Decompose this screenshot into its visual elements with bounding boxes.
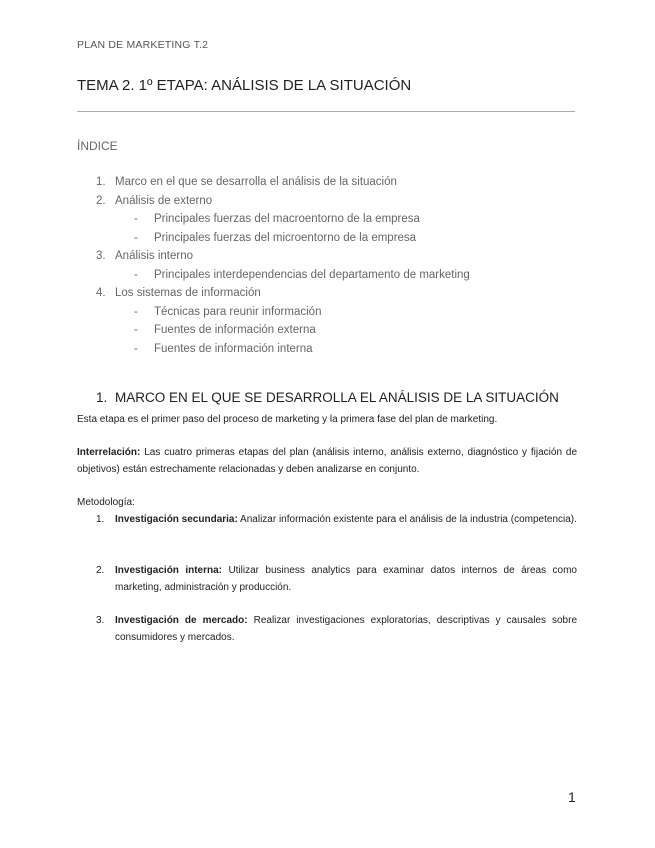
toc-subitem: - Principales fuerzas del macroentorno de la empresa — [77, 210, 577, 229]
toc-subitem: - Técnicas para reunir información — [77, 303, 577, 322]
index-heading: ÍNDICE — [77, 139, 118, 153]
methodology-item: 3. Investigación de mercado: Realizar investigaciones exploratorias, descriptivas y causales sobre consumidores y mercados. — [96, 615, 578, 643]
toc-item: 3. Análisis interno — [77, 247, 577, 266]
toc-subitem-text: Principales fuerzas del macroentorno de la empresa — [154, 213, 420, 225]
page-title: TEMA 2. 1º ETAPA: ANÁLISIS DE LA SITUACIÓN — [77, 77, 412, 94]
toc-subitem: - Fuentes de información interna — [77, 340, 577, 359]
table-of-contents — [77, 173, 577, 358]
toc-subitem: - Fuentes de información externa — [77, 321, 577, 340]
toc-subitem-text: Fuentes de información externa — [154, 324, 316, 336]
toc-item: 4. Los sistemas de información — [77, 284, 577, 303]
method-label: Investigación de mercado: — [115, 615, 248, 626]
method-label: Investigación secundaria: — [115, 514, 238, 525]
intro-paragraph: Esta etapa es el primer paso del proceso de marketing y la primera fase del plan de marketing. — [77, 414, 498, 425]
toc-subitem-text: Principales interdependencias del departamento de marketing — [154, 268, 470, 281]
toc-subitem: - Principales interdependencias del departamento de marketing — [77, 266, 577, 285]
toc-item-text: Análisis de externo — [115, 194, 213, 207]
toc-item-text: Marco en el que se desarrolla el análisis de la situación — [115, 176, 397, 188]
toc-subitem-text: Técnicas para reunir información — [154, 305, 322, 318]
methodology-label: Metodología: — [77, 497, 135, 508]
toc-subitem: - Principales fuerzas del microentorno de la empresa — [77, 229, 577, 248]
toc-item-text: Los sistemas de información — [115, 287, 261, 299]
section-heading-text: MARCO EN EL QUE SE DESARROLLA EL ANÁLISIS DE LA SITUACIÓN — [115, 390, 559, 405]
toc-subitem-text: Principales fuerzas del microentorno de la empresa — [154, 231, 417, 244]
title-divider — [77, 111, 575, 112]
methodology-item: 1. Investigación secundaria: Analizar información existente para el análisis de la industria (competencia). — [96, 514, 577, 525]
interrelation-paragraph: Interrelación: Las cuatro primeras etapas del plan (análisis interno, análisis externo, diagnóstico y fijación de objetivos) están estrechamente relacionadas y deben analizarse en conjunto. — [77, 447, 577, 475]
document-page: PLAN DE MARKETING T.2 TEMA 2. 1º ETAPA: ANÁLISIS DE LA SITUACIÓN ÍNDICE 1. Marco en el que se desarrolla el análisis de la situación 2. Análisis de externo - Principales fuerzas del macroentorno de la empresa - Principales fuerzas del microentorno de la empresa 3. Análisis interno - Principales interdependencias del departamento de marketing 4. Los sistemas de información - Técnicas para reunir información - Fuentes de información externa - Fuentes de información interna 1. MARCO EN EL QUE SE DESARROLLA EL ANÁLISIS DE LA SITUACIÓN Esta etapa es el primer paso del proceso de marketing y la primera fase del plan de marketing. Interrelación: Las cuatro primeras etapas del plan (análisis interno, análisis externo, diagnóstico y fijación de objetivos) están estrechamente relacionadas y deben analizarse en conjunto. Metodología: 1. Investigación secundaria: Analizar información existente para el análisis de la industria (competencia). 2. Investigación interna: Utilizar business analytics para examinar datos internos de áreas como marketing, administración y producción. 3. Investigación de mercado: Realizar investigaciones exploratorias, descriptivas y causales sobre consumidores y mercados. 1 — [77, 39, 578, 805]
running-header: PLAN DE MARKETING T.2 — [77, 39, 209, 51]
toc-item: 2. Análisis de externo — [77, 192, 577, 211]
toc-item: 1. Marco en el que se desarrolla el análisis de la situación — [77, 173, 577, 192]
interrelation-label: Interrelación: — [77, 447, 141, 458]
methodology-item: 2. Investigación interna: Utilizar business analytics para examinar datos internos de áreas como marketing, administración y producción. — [96, 565, 577, 593]
toc-subitem-text: Fuentes de información interna — [154, 342, 313, 355]
page-number: 1 — [568, 789, 576, 805]
method-label: Investigación interna: — [115, 565, 223, 576]
toc-item-text: Análisis interno — [115, 250, 193, 262]
